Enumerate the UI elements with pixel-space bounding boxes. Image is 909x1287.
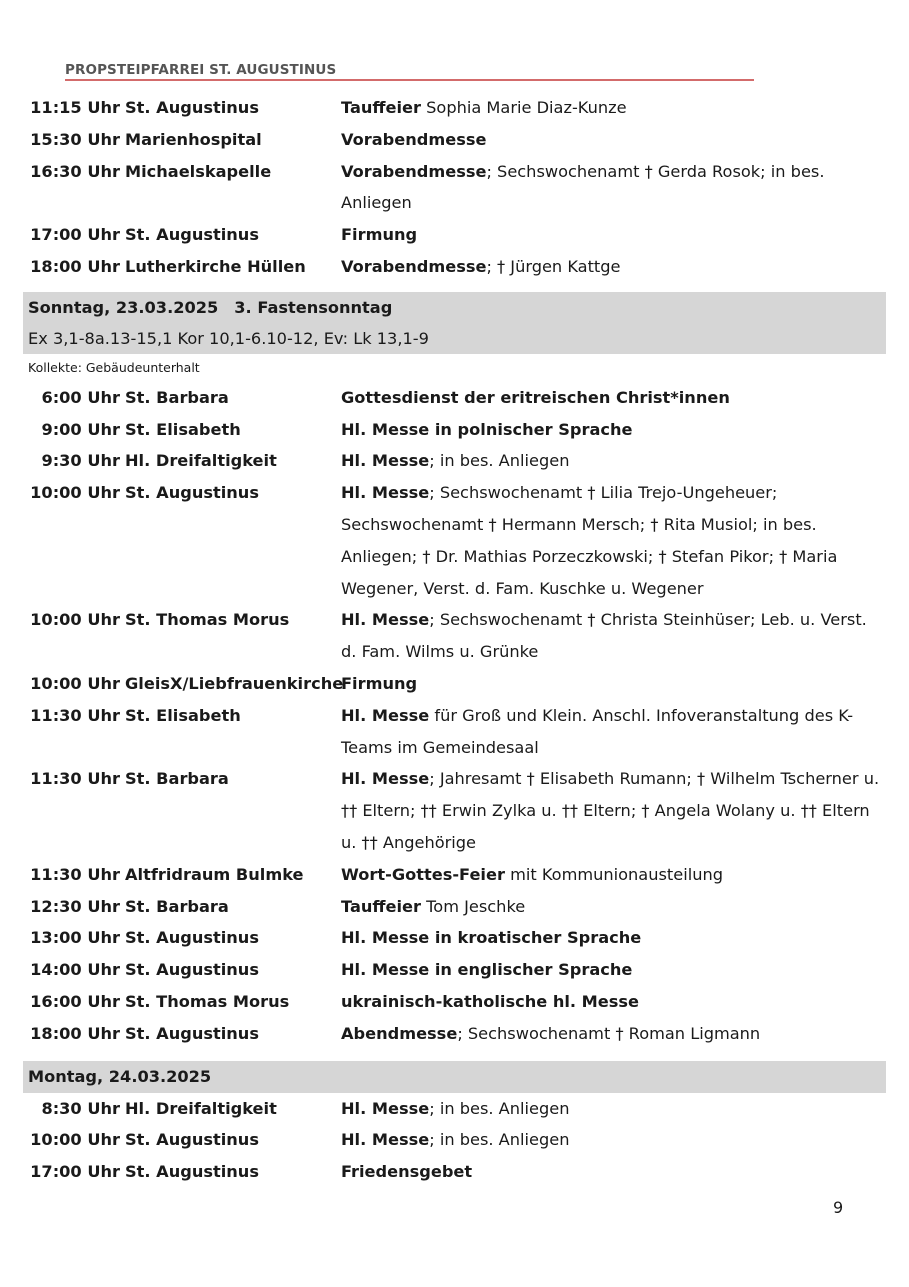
service-description: [341, 859, 886, 891]
service-row: [23, 1124, 886, 1156]
service-row: [23, 604, 886, 668]
service-time: 12:30 Uhr: [30, 896, 120, 916]
monday-services: [23, 1093, 886, 1188]
service-description: [341, 986, 886, 1018]
day-date: Montag, 24.03.2025: [28, 1066, 212, 1086]
service-row: [23, 92, 886, 124]
service-row: [23, 1018, 886, 1050]
service-description: [341, 251, 886, 283]
service-place: St. Augustinus: [125, 483, 259, 503]
service-details: für Groß und Klein. Anschl. Infoveranstaltung des K-Teams im Gemeindesaal: [341, 705, 854, 757]
service-type: Vorabendmesse: [341, 161, 487, 181]
service-description: [341, 219, 886, 251]
service-description: [341, 156, 886, 220]
service-row: [23, 414, 886, 446]
service-row: [23, 445, 886, 477]
service-details: ; in bes. Anliegen: [429, 451, 570, 471]
service-type: Hl. Messe: [341, 451, 430, 471]
service-description: [341, 922, 886, 954]
service-type: Abendmesse: [341, 1023, 458, 1043]
service-place: St. Elisabeth: [125, 419, 241, 439]
service-place: Altfridraum Bulmke: [125, 864, 304, 884]
service-place: St. Thomas Morus: [125, 610, 290, 630]
day-header-monday: [23, 1061, 886, 1093]
parish-header: PROPSTEIPFARREI ST. AUGUSTINUS: [65, 62, 337, 78]
service-time: 16:00 Uhr: [30, 991, 120, 1011]
service-place: St. Augustinus: [125, 225, 259, 245]
service-place: Hl. Dreifaltigkeit: [125, 1098, 277, 1118]
service-row: [23, 954, 886, 986]
service-details: Tom Jeschke: [421, 896, 526, 916]
page-number: 9: [833, 1198, 844, 1217]
service-time: 11:30 Uhr: [30, 705, 120, 725]
service-description: [341, 477, 886, 604]
service-description: [341, 124, 886, 156]
service-details: ; Sechswochenamt † Roman Ligmann: [457, 1023, 761, 1043]
service-description: [341, 700, 886, 764]
service-type: ukrainisch-katholische hl. Messe: [341, 991, 640, 1011]
service-time: 10:00 Uhr: [30, 483, 120, 503]
service-time: 9:30 Uhr: [41, 451, 120, 471]
service-type: Vorabendmesse: [341, 129, 487, 149]
service-description: [341, 382, 886, 414]
service-type: Friedensgebet: [341, 1162, 473, 1182]
service-row: [23, 922, 886, 954]
service-details: ; in bes. Anliegen: [429, 1098, 570, 1118]
service-time: 8:30 Uhr: [41, 1098, 120, 1118]
service-type: Hl. Messe: [341, 483, 430, 503]
header-divider: [65, 79, 754, 81]
service-place: St. Augustinus: [125, 1162, 259, 1182]
service-type: Hl. Messe in kroatischer Sprache: [341, 928, 642, 948]
service-row: [23, 219, 886, 251]
service-time: 14:00 Uhr: [30, 960, 120, 980]
service-row: [23, 668, 886, 700]
service-time: 10:00 Uhr: [30, 610, 120, 630]
service-place: St. Elisabeth: [125, 705, 241, 725]
sunday-services: [23, 382, 886, 1050]
service-place: St. Augustinus: [125, 98, 259, 117]
kollekte-note: Kollekte: Gebäudeunterhalt: [28, 359, 200, 375]
service-description: [341, 763, 886, 858]
service-details: ; in bes. Anliegen: [429, 1130, 570, 1150]
service-row: [23, 477, 886, 604]
day-date: Sonntag, 23.03.2025: [28, 297, 219, 317]
service-row: [23, 763, 886, 858]
service-type: Firmung: [341, 673, 418, 693]
service-time: 10:00 Uhr: [30, 1130, 120, 1150]
service-row: [23, 382, 886, 414]
service-row: [23, 124, 886, 156]
service-place: GleisX/Liebfrauenkirche: [125, 673, 344, 693]
service-place: Hl. Dreifaltigkeit: [125, 451, 277, 471]
service-description: [341, 891, 886, 923]
service-place: St. Barbara: [125, 769, 229, 789]
day-readings: Ex 3,1-8a.13-15,1 Kor 10,1-6.10-12, Ev: Lk 13,1-9: [28, 328, 429, 348]
service-description: [341, 668, 886, 700]
service-time: 10:00 Uhr: [30, 673, 120, 693]
service-description: [341, 414, 886, 446]
service-type: Tauffeier: [341, 896, 422, 916]
service-time: 18:00 Uhr: [30, 256, 120, 276]
service-place: Lutherkirche Hüllen: [125, 256, 306, 276]
service-description: [341, 1124, 886, 1156]
service-details: ; † Jürgen Kattge: [486, 256, 621, 276]
service-time: 11:30 Uhr: [30, 864, 120, 884]
service-time: 6:00 Uhr: [41, 387, 120, 407]
service-type: Hl. Messe: [341, 769, 430, 789]
service-description: [341, 445, 886, 477]
service-details: ; Sechswochenamt † Gerda Rosok; in bes. Anliegen: [341, 161, 825, 213]
service-time: 17:00 Uhr: [30, 1162, 120, 1182]
service-row: [23, 986, 886, 1018]
service-type: Hl. Messe: [341, 1098, 430, 1118]
service-description: [341, 1018, 886, 1050]
service-description: [341, 92, 886, 124]
service-details: ; Sechswochenamt † Christa Steinhüser; Leb. u. Verst. d. Fam. Wilms u. Grünke: [341, 610, 867, 662]
service-type: Hl. Messe: [341, 705, 430, 725]
service-description: [341, 954, 886, 986]
service-place: St. Barbara: [125, 896, 229, 916]
service-place: St. Augustinus: [125, 1023, 259, 1043]
service-place: St. Thomas Morus: [125, 991, 290, 1011]
saturday-services: [23, 92, 886, 283]
service-type: Hl. Messe: [341, 610, 430, 630]
service-time: 13:00 Uhr: [30, 928, 120, 948]
service-details: mit Kommunionausteilung: [504, 864, 723, 884]
service-type: Wort-Gottes-Feier: [341, 864, 505, 884]
service-type: Gottesdienst der eritreischen Christ*innen: [341, 387, 730, 407]
service-time: 18:00 Uhr: [30, 1023, 120, 1043]
service-time: 11:30 Uhr: [30, 769, 120, 789]
service-type: Hl. Messe in polnischer Sprache: [341, 419, 633, 439]
service-type: Hl. Messe: [341, 1130, 430, 1150]
service-details: ; Jahresamt † Elisabeth Rumann; † Wilhelm Tscherner u. †† Eltern; †† Erwin Zylka u. †† Eltern; † Angela Wolany u. †† Eltern u. †† Angehörige: [341, 769, 880, 852]
schedule: [23, 92, 886, 1188]
service-description: [341, 1093, 886, 1125]
service-row: [23, 700, 886, 764]
service-row: [23, 156, 886, 220]
service-time: 9:00 Uhr: [41, 419, 120, 439]
service-time: 15:30 Uhr: [30, 129, 120, 149]
service-details: Sophia Marie Diaz-Kunze: [421, 98, 627, 117]
service-type: Vorabendmesse: [341, 256, 487, 276]
service-row: [23, 1093, 886, 1125]
service-type: Firmung: [341, 225, 418, 245]
service-time: 16:30 Uhr: [30, 161, 120, 181]
service-details: ; Sechswochenamt † Lilia Trejo-Ungeheuer; Sechswochenamt † Hermann Mersch; † Rita Musiol; in bes. Anliegen; † Dr. Mathias Porzeczkowski; † Stefan Pikor; † Maria Wegener, Verst. d. Fam. Kuschke u. Wegener: [341, 483, 838, 598]
service-description: [341, 604, 886, 668]
service-place: St. Augustinus: [125, 960, 259, 980]
service-description: [341, 1156, 886, 1188]
service-row: [23, 891, 886, 923]
service-row: [23, 859, 886, 891]
service-time: 17:00 Uhr: [30, 225, 120, 245]
day-header-sunday: [23, 292, 886, 354]
service-place: St. Augustinus: [125, 1130, 259, 1150]
service-place: St. Augustinus: [125, 928, 259, 948]
service-row: [23, 1156, 886, 1188]
service-time: 11:15 Uhr: [30, 98, 120, 117]
service-place: Marienhospital: [125, 129, 262, 149]
day-label: 3. Fastensonntag: [234, 297, 393, 317]
service-type: Hl. Messe in englischer Sprache: [341, 960, 633, 980]
service-place: St. Barbara: [125, 387, 229, 407]
service-place: Michaelskapelle: [125, 161, 272, 181]
service-type: Tauffeier: [341, 98, 422, 117]
service-row: [23, 251, 886, 283]
